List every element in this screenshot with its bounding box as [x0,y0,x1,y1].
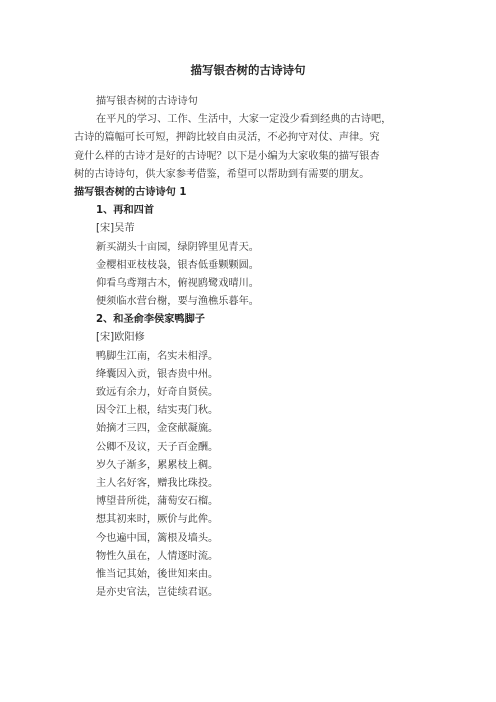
poem-title: 2、和圣俞李侯家鸭脚子 [96,314,205,326]
poem-line: 主人名好客，赠我比珠投。 [96,477,219,489]
poem-line: 因令江上根，结实夷门秋。 [96,405,219,417]
poem-line: 物性久虽在，人情逐时流。 [96,550,219,562]
intro-paragraph-line: 在平凡的学习、工作、生活中，大家一定没少看到经典的古诗吧， [96,114,392,126]
poem-title: 1、再和四首 [96,205,155,217]
poem-line: 便须临水营台榭，要与渔樵乐暮年。 [96,296,259,308]
poem-line: 金樱相亚枝枝袅，银杏低垂颗颗圆。 [96,259,259,271]
poem-line: 绛囊因入贡，银杏贵中州。 [96,368,219,380]
document-title: 描写银杏树的古诗诗句 [190,63,306,77]
poem-line: 仰看乌鸢翔古木，俯视鸥鹭戏晴川。 [96,277,259,289]
poem-line: 今也遍中国，篱根及墙头。 [96,532,219,544]
poem-line: 公卿不及议，天子百金酬。 [96,441,219,453]
section-heading: 描写银杏树的古诗诗句 1 [74,186,187,198]
document-body [74,93,430,602]
poem-author: [宋]吴芾 [96,223,135,235]
poem-line: 新买湖头十亩园，绿阴铧里见青天。 [96,241,259,253]
intro-paragraph-line: 古诗的篇幅可长可短，押韵比较自由灵活，不必拘守对仗、声律。究 [74,132,380,144]
poem-line: 想其初来时，厥价与此侔。 [96,514,219,526]
poem-line: 致远有余力，好奇自贤侯。 [96,387,219,398]
poem-line: 是亦史官法，岂徒续君讴。 [96,587,219,599]
poem-line: 始摘才三四，金奁献凝旒。 [96,423,219,435]
poem-line: 岁久子渐多，累累枝上稠。 [96,459,219,471]
poem-author: [宋]欧阳修 [96,332,145,344]
poem-line: 惟当记其始，後世知来由。 [96,568,219,580]
intro-paragraph-line: 树的古诗诗句，供大家参考借鉴，希望可以帮助到有需要的朋友。 [74,168,370,180]
poem-line: 鸭脚生江南，名实未相浮。 [96,350,219,362]
poem-line: 博望昔所徙，蒲萄安石榴。 [96,496,219,508]
intro-heading: 描写银杏树的古诗诗句 [96,96,198,107]
intro-paragraph-line: 竟什么样的古诗才是好的古诗呢？以下是小编为大家收集的描写银杏 [74,150,380,162]
